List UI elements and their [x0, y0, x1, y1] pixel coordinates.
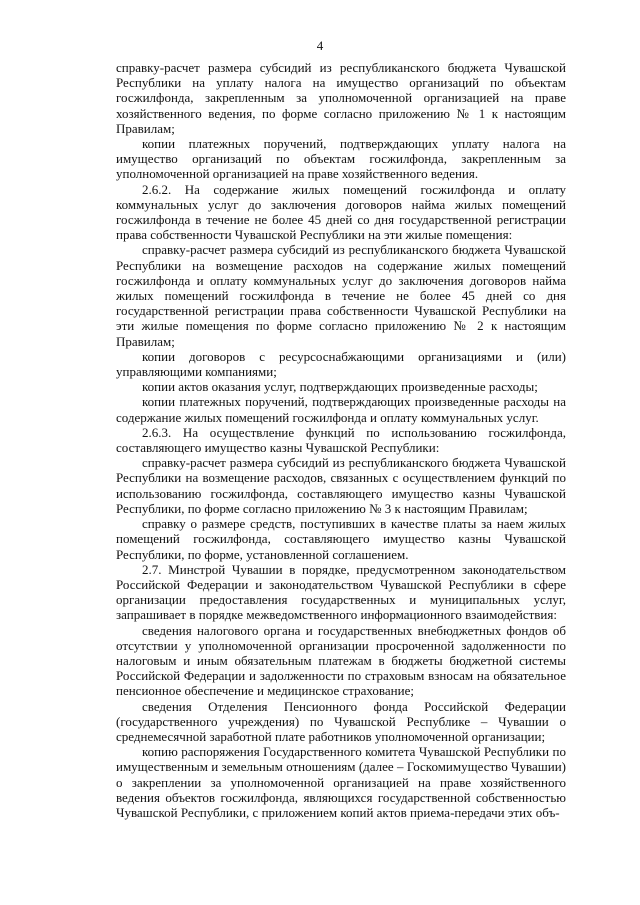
paragraph-12: сведения налогового органа и государственных внебюджетных фондов об отсутствии у уполномоченной организации просроченной задолженности по налоговым и иным обязательным платежам в бюджеты бюджетной системы Российской Федерации и задолженности по страховым взносам на обязательное пенсионное обеспечение и медицинское страхование;: [116, 622, 566, 699]
paragraph-13: сведения Отделения Пенсионного фонда Российской Федерации (государственного учреждения) по Чувашской Республике – Чувашии о среднемесячной заработной плате работников уполномоченной организации;: [116, 698, 566, 744]
paragraph-2: копии платежных поручений, подтверждающих уплату налога на имущество организаций по объектам госжилфонда, закрепленным за уполномоченной организацией на праве хозяйственного ведения.: [116, 136, 566, 182]
paragraph-3: 2.6.2. На содержание жилых помещений госжилфонда и оплату коммунальных услуг до заключения договоров найма жилых помещений госжилфонда в течение не более 45 дней со дня государственной регистрации права собственности Чувашской Республики на эти жилые помещения:: [116, 181, 566, 243]
page-number: 4: [316, 38, 324, 53]
paragraph-11: 2.7. Минстрой Чувашии в порядке, предусмотренном законодательством Российской Федерации и законодательством Чувашской Республики в сфере организации предоставления государственных и муниципальных услуг, запрашивает в порядке межведомственного информационного взаимодействия:: [116, 561, 566, 623]
paragraph-4: справку-расчет размера субсидий из республиканского бюджета Чувашской Республики на возмещение расходов на содержание жилых помещений госжилфонда и оплату коммунальных услуг до заключения договоров найма жилых помещений госжилфонда в течение не более 45 дней со дня государственной регистрации права собственности Чувашской Республики на эти жилые помещения по форме согласно приложению № 2 к настоящим Правилам;: [116, 242, 566, 349]
paragraph-9: справку-расчет размера субсидий из республиканского бюджета Чувашской Республики на возмещение расходов, связанных с осуществлением функций по использованию госжилфонда, составляющего имущество казны Чувашской Республики, по форме согласно приложению № 3 к настоящим Правилам;: [116, 455, 566, 516]
paragraph-8: 2.6.3. На осуществление функций по использованию госжилфонда, составляющего имущество казны Чувашской Республики:: [116, 424, 566, 456]
paragraph-7: копии платежных поручений, подтверждающих произведенные расходы на содержание жилых помещений госжилфонда и оплату коммунальных услуг.: [116, 394, 566, 425]
paragraph-10: справку о размере средств, поступивших в качестве платы за наем жилых помещений госжилфонда, составляющего имущество казны Чувашской Республики, по форме, установленной соглашением.: [116, 516, 566, 562]
paragraph-1: справку-расчет размера субсидий из республиканского бюджета Чувашской Республики на уплату налога на имущество организаций по объектам госжилфонда, закрепленным за уполномоченной организацией на праве хозяйственного ведения, по форме согласно приложению № 1 к настоящим Правилам;: [116, 60, 566, 136]
paragraph-6: копии актов оказания услуг, подтверждающих произведенные расходы;: [142, 379, 538, 395]
paragraph-5: копии договоров с ресурсоснабжающими организациями и (или) управляющими компаниями;: [116, 348, 566, 380]
paragraph-14: копию распоряжения Государственного комитета Чувашской Республики по имущественным и земельным отношениям (далее – Госкомимущество Чувашии) о закреплении за уполномоченной организацией на праве хозяйственного ведения объектов госжилфонда, являющихся государственной собственностью Чувашской Республики, с приложением копий актов приема-передачи этих объ-: [116, 744, 566, 820]
document-body: [116, 60, 566, 820]
